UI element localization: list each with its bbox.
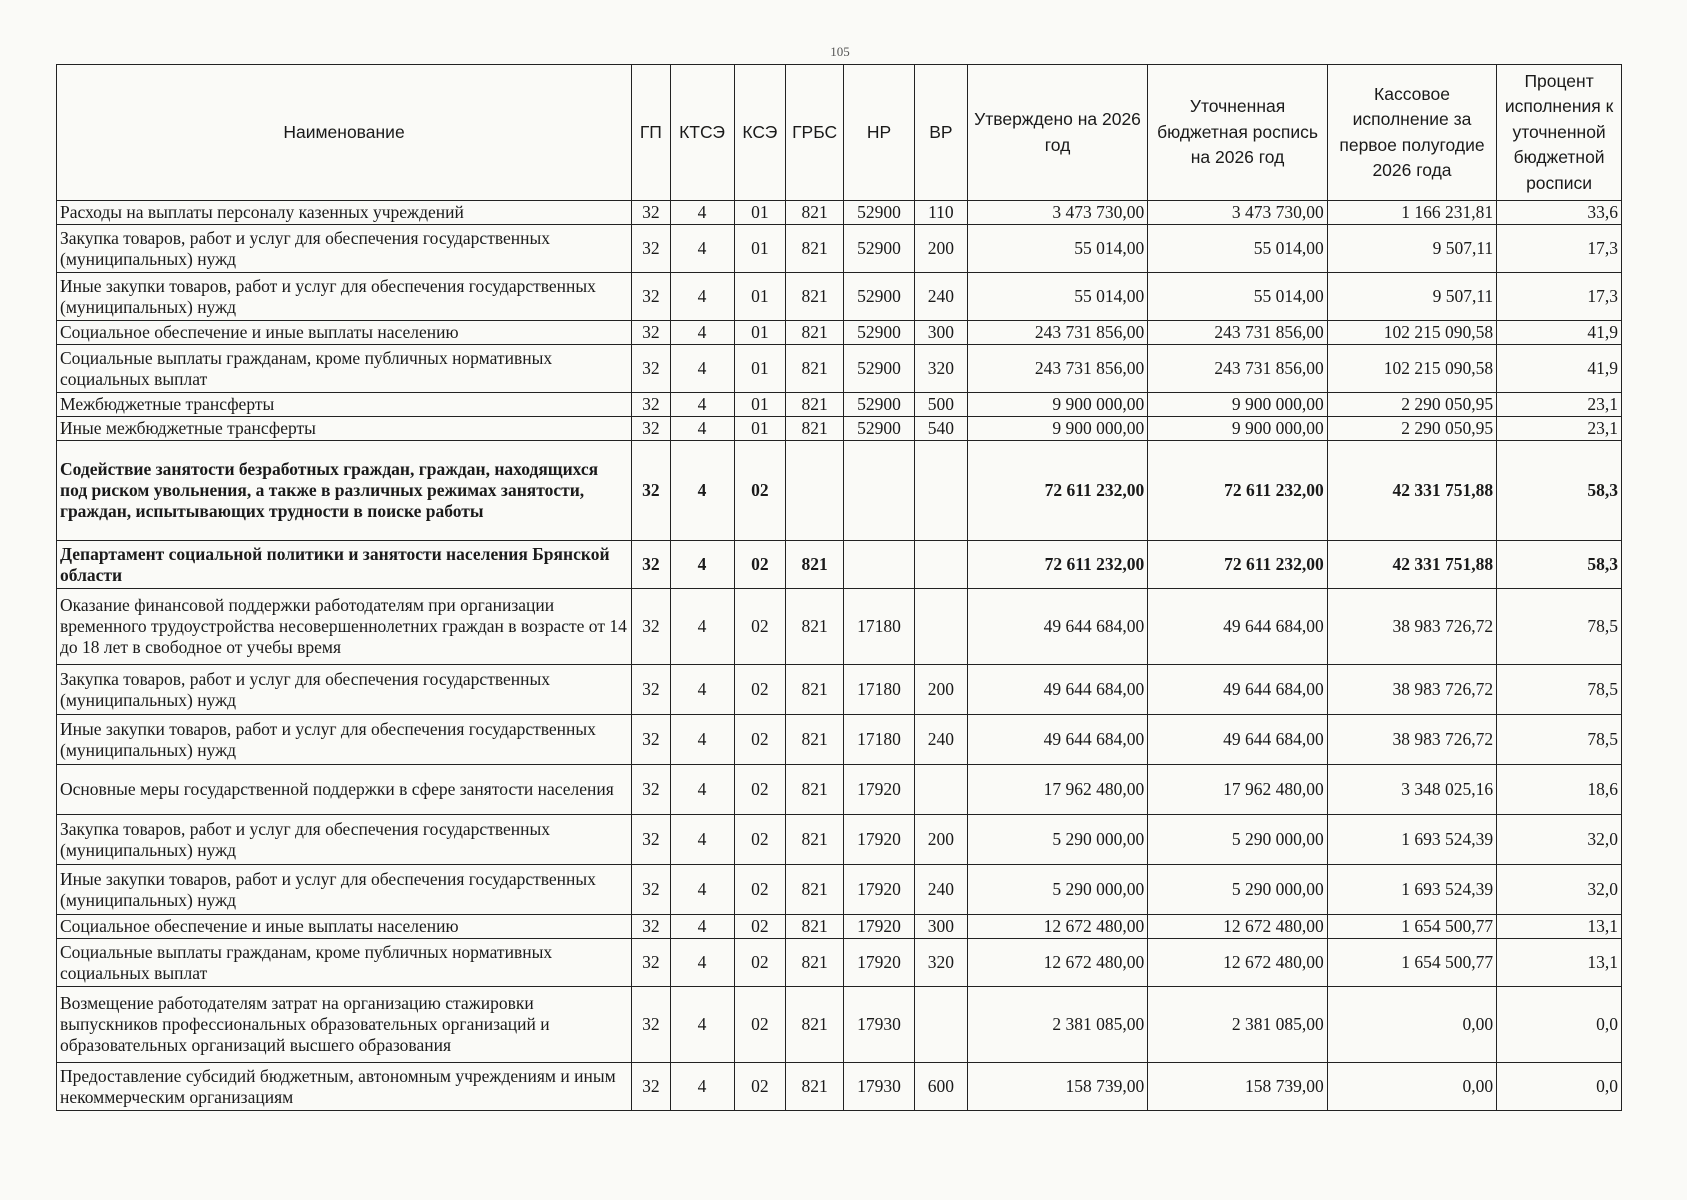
cell-cash: 2 290 050,95 bbox=[1327, 393, 1496, 417]
cell-gp: 32 bbox=[632, 715, 671, 765]
cell-approved: 2 381 085,00 bbox=[967, 987, 1148, 1063]
cell-vr bbox=[915, 441, 968, 541]
cell-kse: 02 bbox=[734, 589, 786, 665]
cell-vr bbox=[915, 541, 968, 589]
cell-nr: 52900 bbox=[844, 225, 915, 273]
cell-vr: 300 bbox=[915, 321, 968, 345]
cell-kse: 02 bbox=[734, 939, 786, 987]
cell-gp: 32 bbox=[632, 665, 671, 715]
cell-grbs: 821 bbox=[786, 865, 844, 915]
cell-grbs: 821 bbox=[786, 393, 844, 417]
cell-gp: 32 bbox=[632, 441, 671, 541]
cell-name: Возмещение работодателям затрат на организацию стажировки выпускников профессиональных образовательных организаций и образовательных организаций высшего образования bbox=[57, 987, 632, 1063]
header-approved: Утверждено на 2026 год bbox=[967, 65, 1148, 201]
cell-approved: 9 900 000,00 bbox=[967, 417, 1148, 441]
cell-vr: 110 bbox=[915, 201, 968, 225]
cell-nr: 17180 bbox=[844, 665, 915, 715]
cell-ktse: 4 bbox=[670, 915, 734, 939]
cell-percent: 13,1 bbox=[1497, 915, 1622, 939]
cell-name: Социальное обеспечение и иные выплаты населению bbox=[57, 915, 632, 939]
cell-revised: 72 611 232,00 bbox=[1148, 541, 1328, 589]
cell-ktse: 4 bbox=[670, 201, 734, 225]
cell-gp: 32 bbox=[632, 939, 671, 987]
cell-revised: 49 644 684,00 bbox=[1148, 715, 1328, 765]
table-row bbox=[57, 915, 1622, 939]
cell-ktse: 4 bbox=[670, 815, 734, 865]
cell-grbs: 821 bbox=[786, 665, 844, 715]
cell-grbs: 821 bbox=[786, 225, 844, 273]
cell-approved: 49 644 684,00 bbox=[967, 715, 1148, 765]
cell-kse: 01 bbox=[734, 273, 786, 321]
cell-percent: 0,0 bbox=[1497, 987, 1622, 1063]
cell-nr: 17920 bbox=[844, 815, 915, 865]
cell-name: Оказание финансовой поддержки работодателям при организации временного трудоустройства несовершеннолетних граждан в возрасте от 14 до 18 лет в свободное от учебы время bbox=[57, 589, 632, 665]
cell-kse: 02 bbox=[734, 865, 786, 915]
cell-revised: 49 644 684,00 bbox=[1148, 665, 1328, 715]
cell-ktse: 4 bbox=[670, 715, 734, 765]
table-row bbox=[57, 815, 1622, 865]
cell-nr: 17180 bbox=[844, 589, 915, 665]
cell-nr: 17930 bbox=[844, 987, 915, 1063]
cell-ktse: 4 bbox=[670, 441, 734, 541]
cell-nr: 17920 bbox=[844, 939, 915, 987]
cell-kse: 02 bbox=[734, 987, 786, 1063]
cell-name: Иные закупки товаров, работ и услуг для обеспечения государственных (муниципальных) нужд bbox=[57, 273, 632, 321]
cell-grbs: 821 bbox=[786, 273, 844, 321]
cell-approved: 9 900 000,00 bbox=[967, 393, 1148, 417]
cell-vr: 500 bbox=[915, 393, 968, 417]
budget-execution-table bbox=[56, 64, 1622, 1111]
cell-cash: 38 983 726,72 bbox=[1327, 589, 1496, 665]
cell-vr: 200 bbox=[915, 815, 968, 865]
cell-ktse: 4 bbox=[670, 417, 734, 441]
cell-percent: 13,1 bbox=[1497, 939, 1622, 987]
cell-vr: 600 bbox=[915, 1063, 968, 1111]
cell-nr bbox=[844, 441, 915, 541]
cell-ktse: 4 bbox=[670, 225, 734, 273]
cell-grbs: 821 bbox=[786, 715, 844, 765]
cell-approved: 3 473 730,00 bbox=[967, 201, 1148, 225]
cell-ktse: 4 bbox=[670, 865, 734, 915]
table-header-row bbox=[57, 65, 1622, 201]
cell-name: Содействие занятости безработных граждан, граждан, находящихся под риском увольнения, а также в различных режимах занятости, граждан, испытывающих трудности в поиске работы bbox=[57, 441, 632, 541]
cell-vr: 540 bbox=[915, 417, 968, 441]
table-row bbox=[57, 665, 1622, 715]
cell-nr: 52900 bbox=[844, 321, 915, 345]
cell-percent: 32,0 bbox=[1497, 815, 1622, 865]
cell-cash: 38 983 726,72 bbox=[1327, 665, 1496, 715]
cell-revised: 5 290 000,00 bbox=[1148, 815, 1328, 865]
cell-nr: 52900 bbox=[844, 201, 915, 225]
table-row bbox=[57, 321, 1622, 345]
cell-percent: 0,0 bbox=[1497, 1063, 1622, 1111]
header-vr: ВР bbox=[915, 65, 968, 201]
cell-cash: 1 693 524,39 bbox=[1327, 815, 1496, 865]
cell-name: Основные меры государственной поддержки в сфере занятости населения bbox=[57, 765, 632, 815]
cell-nr: 17920 bbox=[844, 765, 915, 815]
cell-gp: 32 bbox=[632, 417, 671, 441]
cell-approved: 5 290 000,00 bbox=[967, 865, 1148, 915]
cell-nr: 17920 bbox=[844, 915, 915, 939]
cell-percent: 32,0 bbox=[1497, 865, 1622, 915]
cell-kse: 01 bbox=[734, 225, 786, 273]
cell-nr: 52900 bbox=[844, 417, 915, 441]
cell-gp: 32 bbox=[632, 915, 671, 939]
cell-cash: 0,00 bbox=[1327, 987, 1496, 1063]
cell-grbs: 821 bbox=[786, 201, 844, 225]
cell-revised: 158 739,00 bbox=[1148, 1063, 1328, 1111]
table-row bbox=[57, 987, 1622, 1063]
cell-ktse: 4 bbox=[670, 541, 734, 589]
header-nr: НР bbox=[844, 65, 915, 201]
header-ktse: КТСЭ bbox=[670, 65, 734, 201]
cell-vr: 240 bbox=[915, 273, 968, 321]
cell-name: Предоставление субсидий бюджетным, автономным учреждениям и иным некоммерческим организациям bbox=[57, 1063, 632, 1111]
cell-kse: 02 bbox=[734, 1063, 786, 1111]
cell-name: Иные межбюджетные трансферты bbox=[57, 417, 632, 441]
cell-vr: 240 bbox=[915, 865, 968, 915]
cell-gp: 32 bbox=[632, 201, 671, 225]
header-grbs: ГРБС bbox=[786, 65, 844, 201]
table-row bbox=[57, 865, 1622, 915]
cell-gp: 32 bbox=[632, 589, 671, 665]
cell-approved: 72 611 232,00 bbox=[967, 441, 1148, 541]
cell-revised: 72 611 232,00 bbox=[1148, 441, 1328, 541]
cell-revised: 49 644 684,00 bbox=[1148, 589, 1328, 665]
cell-approved: 12 672 480,00 bbox=[967, 939, 1148, 987]
cell-percent: 58,3 bbox=[1497, 541, 1622, 589]
cell-grbs: 821 bbox=[786, 589, 844, 665]
cell-ktse: 4 bbox=[670, 321, 734, 345]
cell-kse: 02 bbox=[734, 815, 786, 865]
cell-percent: 18,6 bbox=[1497, 765, 1622, 815]
cell-percent: 23,1 bbox=[1497, 393, 1622, 417]
cell-nr: 52900 bbox=[844, 393, 915, 417]
header-gp: ГП bbox=[632, 65, 671, 201]
cell-gp: 32 bbox=[632, 987, 671, 1063]
cell-ktse: 4 bbox=[670, 939, 734, 987]
cell-kse: 02 bbox=[734, 665, 786, 715]
table-row bbox=[57, 765, 1622, 815]
cell-grbs: 821 bbox=[786, 541, 844, 589]
cell-nr: 17930 bbox=[844, 1063, 915, 1111]
cell-name: Социальные выплаты гражданам, кроме публичных нормативных социальных выплат bbox=[57, 939, 632, 987]
cell-grbs: 821 bbox=[786, 1063, 844, 1111]
table-row bbox=[57, 589, 1622, 665]
cell-cash: 1 654 500,77 bbox=[1327, 939, 1496, 987]
cell-percent: 78,5 bbox=[1497, 665, 1622, 715]
cell-gp: 32 bbox=[632, 865, 671, 915]
cell-approved: 158 739,00 bbox=[967, 1063, 1148, 1111]
cell-gp: 32 bbox=[632, 541, 671, 589]
cell-gp: 32 bbox=[632, 393, 671, 417]
cell-approved: 5 290 000,00 bbox=[967, 815, 1148, 865]
cell-name: Межбюджетные трансферты bbox=[57, 393, 632, 417]
cell-gp: 32 bbox=[632, 225, 671, 273]
cell-kse: 01 bbox=[734, 417, 786, 441]
cell-approved: 49 644 684,00 bbox=[967, 665, 1148, 715]
cell-nr bbox=[844, 541, 915, 589]
cell-cash: 1 166 231,81 bbox=[1327, 201, 1496, 225]
cell-approved: 55 014,00 bbox=[967, 225, 1148, 273]
cell-percent: 41,9 bbox=[1497, 321, 1622, 345]
cell-cash: 9 507,11 bbox=[1327, 273, 1496, 321]
table-row bbox=[57, 541, 1622, 589]
table-body bbox=[57, 201, 1622, 1111]
cell-revised: 9 900 000,00 bbox=[1148, 417, 1328, 441]
cell-name: Расходы на выплаты персоналу казенных учреждений bbox=[57, 201, 632, 225]
cell-vr bbox=[915, 765, 968, 815]
cell-percent: 17,3 bbox=[1497, 273, 1622, 321]
cell-kse: 02 bbox=[734, 715, 786, 765]
cell-name: Департамент социальной политики и занятости населения Брянской области bbox=[57, 541, 632, 589]
cell-name: Закупка товаров, работ и услуг для обеспечения государственных (муниципальных) нужд bbox=[57, 815, 632, 865]
cell-vr: 200 bbox=[915, 665, 968, 715]
cell-grbs: 821 bbox=[786, 417, 844, 441]
cell-vr: 300 bbox=[915, 915, 968, 939]
cell-name: Иные закупки товаров, работ и услуг для обеспечения государственных (муниципальных) нужд bbox=[57, 865, 632, 915]
cell-gp: 32 bbox=[632, 321, 671, 345]
cell-grbs: 821 bbox=[786, 765, 844, 815]
table-row bbox=[57, 417, 1622, 441]
cell-approved: 17 962 480,00 bbox=[967, 765, 1148, 815]
cell-approved: 49 644 684,00 bbox=[967, 589, 1148, 665]
cell-percent: 41,9 bbox=[1497, 345, 1622, 393]
cell-ktse: 4 bbox=[670, 345, 734, 393]
cell-cash: 3 348 025,16 bbox=[1327, 765, 1496, 815]
cell-revised: 243 731 856,00 bbox=[1148, 345, 1328, 393]
cell-revised: 17 962 480,00 bbox=[1148, 765, 1328, 815]
cell-revised: 55 014,00 bbox=[1148, 273, 1328, 321]
cell-percent: 78,5 bbox=[1497, 589, 1622, 665]
cell-kse: 01 bbox=[734, 393, 786, 417]
cell-ktse: 4 bbox=[670, 765, 734, 815]
cell-kse: 02 bbox=[734, 441, 786, 541]
cell-revised: 3 473 730,00 bbox=[1148, 201, 1328, 225]
cell-name: Закупка товаров, работ и услуг для обеспечения государственных (муниципальных) нужд bbox=[57, 665, 632, 715]
table-row bbox=[57, 225, 1622, 273]
cell-grbs: 821 bbox=[786, 915, 844, 939]
cell-percent: 58,3 bbox=[1497, 441, 1622, 541]
table-row bbox=[57, 393, 1622, 417]
cell-approved: 72 611 232,00 bbox=[967, 541, 1148, 589]
table-row bbox=[57, 939, 1622, 987]
table-row bbox=[57, 715, 1622, 765]
cell-revised: 12 672 480,00 bbox=[1148, 915, 1328, 939]
cell-approved: 55 014,00 bbox=[967, 273, 1148, 321]
cell-cash: 42 331 751,88 bbox=[1327, 541, 1496, 589]
cell-percent: 78,5 bbox=[1497, 715, 1622, 765]
cell-ktse: 4 bbox=[670, 1063, 734, 1111]
cell-gp: 32 bbox=[632, 1063, 671, 1111]
cell-percent: 23,1 bbox=[1497, 417, 1622, 441]
header-kse: КСЭ bbox=[734, 65, 786, 201]
cell-nr: 52900 bbox=[844, 345, 915, 393]
cell-cash: 42 331 751,88 bbox=[1327, 441, 1496, 541]
cell-vr: 320 bbox=[915, 939, 968, 987]
cell-cash: 0,00 bbox=[1327, 1063, 1496, 1111]
cell-nr: 17920 bbox=[844, 865, 915, 915]
cell-gp: 32 bbox=[632, 765, 671, 815]
table-row bbox=[57, 201, 1622, 225]
cell-kse: 02 bbox=[734, 915, 786, 939]
cell-ktse: 4 bbox=[670, 273, 734, 321]
cell-cash: 9 507,11 bbox=[1327, 225, 1496, 273]
cell-revised: 243 731 856,00 bbox=[1148, 321, 1328, 345]
cell-kse: 01 bbox=[734, 321, 786, 345]
cell-kse: 01 bbox=[734, 345, 786, 393]
cell-revised: 5 290 000,00 bbox=[1148, 865, 1328, 915]
cell-grbs: 821 bbox=[786, 815, 844, 865]
cell-kse: 02 bbox=[734, 765, 786, 815]
header-revised: Уточненная бюджетная роспись на 2026 год bbox=[1148, 65, 1328, 201]
cell-percent: 17,3 bbox=[1497, 225, 1622, 273]
table-row bbox=[57, 345, 1622, 393]
cell-revised: 9 900 000,00 bbox=[1148, 393, 1328, 417]
cell-approved: 12 672 480,00 bbox=[967, 915, 1148, 939]
cell-grbs: 821 bbox=[786, 321, 844, 345]
cell-name: Иные закупки товаров, работ и услуг для обеспечения государственных (муниципальных) нужд bbox=[57, 715, 632, 765]
cell-cash: 1 654 500,77 bbox=[1327, 915, 1496, 939]
cell-ktse: 4 bbox=[670, 393, 734, 417]
cell-nr: 52900 bbox=[844, 273, 915, 321]
cell-kse: 01 bbox=[734, 201, 786, 225]
cell-cash: 2 290 050,95 bbox=[1327, 417, 1496, 441]
cell-name: Социальное обеспечение и иные выплаты населению bbox=[57, 321, 632, 345]
cell-percent: 33,6 bbox=[1497, 201, 1622, 225]
cell-vr: 240 bbox=[915, 715, 968, 765]
cell-ktse: 4 bbox=[670, 589, 734, 665]
header-cash: Кассовое исполнение за первое полугодие 2026 года bbox=[1327, 65, 1496, 201]
cell-name: Социальные выплаты гражданам, кроме публичных нормативных социальных выплат bbox=[57, 345, 632, 393]
cell-vr: 200 bbox=[915, 225, 968, 273]
cell-nr: 17180 bbox=[844, 715, 915, 765]
cell-name: Закупка товаров, работ и услуг для обеспечения государственных (муниципальных) нужд bbox=[57, 225, 632, 273]
header-percent: Процент исполнения к уточненной бюджетной росписи bbox=[1497, 65, 1622, 201]
cell-gp: 32 bbox=[632, 345, 671, 393]
cell-approved: 243 731 856,00 bbox=[967, 345, 1148, 393]
cell-revised: 12 672 480,00 bbox=[1148, 939, 1328, 987]
cell-gp: 32 bbox=[632, 273, 671, 321]
cell-cash: 102 215 090,58 bbox=[1327, 345, 1496, 393]
cell-gp: 32 bbox=[632, 815, 671, 865]
cell-vr: 320 bbox=[915, 345, 968, 393]
cell-cash: 1 693 524,39 bbox=[1327, 865, 1496, 915]
cell-cash: 102 215 090,58 bbox=[1327, 321, 1496, 345]
cell-grbs: 821 bbox=[786, 345, 844, 393]
cell-ktse: 4 bbox=[670, 665, 734, 715]
table-row bbox=[57, 441, 1622, 541]
cell-approved: 243 731 856,00 bbox=[967, 321, 1148, 345]
cell-revised: 2 381 085,00 bbox=[1148, 987, 1328, 1063]
cell-grbs: 821 bbox=[786, 939, 844, 987]
cell-revised: 55 014,00 bbox=[1148, 225, 1328, 273]
cell-ktse: 4 bbox=[670, 987, 734, 1063]
cell-kse: 02 bbox=[734, 541, 786, 589]
cell-cash: 38 983 726,72 bbox=[1327, 715, 1496, 765]
cell-vr bbox=[915, 589, 968, 665]
cell-grbs bbox=[786, 441, 844, 541]
header-name: Наименование bbox=[57, 65, 632, 201]
page-number: 105 bbox=[830, 44, 850, 59]
table-row bbox=[57, 273, 1622, 321]
cell-vr bbox=[915, 987, 968, 1063]
table-row bbox=[57, 1063, 1622, 1111]
cell-grbs: 821 bbox=[786, 987, 844, 1063]
